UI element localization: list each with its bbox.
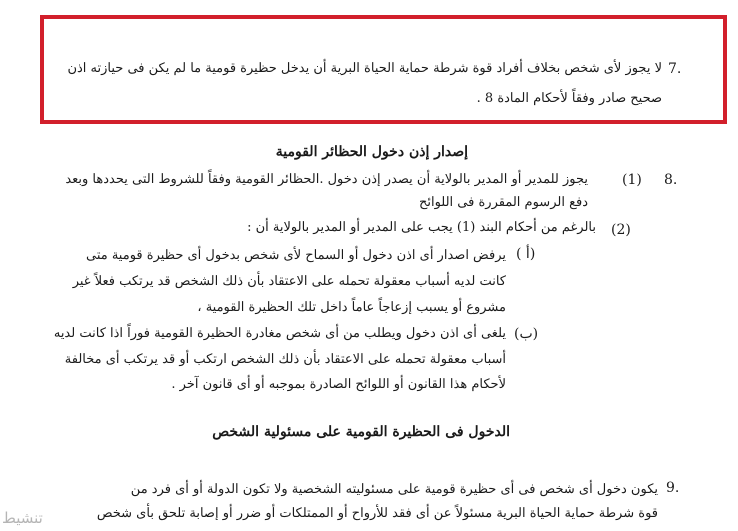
clause-8-a-line-1: يرفض اصدار أى اذن دخول أو السماح لأى شخص بدخول أى حظيرة قومية متى	[85, 248, 506, 263]
clause-7-line-1: لا يجوز لأى شخص بخلاف أفراد قوة شرطة حماية الحياة البرية أن يدخل حظيرة قومية ما لم يكن فى حيازته اذن	[67, 61, 662, 76]
clause-8-a-line-3: مشروع أو يسبب إزعاجاً عاماً داخل تلك الحظيرة القومية ،	[197, 300, 506, 315]
clause-8-sub1-line-1: يجوز للمدير أو المدير بالولاية أن يصدر إذن دخول .الحظائر القومية وفقاً للشروط التى يحددها وبعد	[65, 172, 588, 187]
clause-8-sub2-label: (2)	[611, 222, 631, 238]
clause-8-sub1-label: (1)	[622, 172, 642, 188]
clause-8-b-line-3: لأحكام هذا القانون أو اللوائح الصادرة بموجبه أو أى قانون آخر .	[171, 377, 506, 392]
clause-8-b-line-1: يلغى أى اذن دخول ويطلب من أى شخص مغادرة الحظيرة القومية فوراً اذا كانت لديه	[53, 326, 506, 341]
clause-9-line-2: قوة شرطة حماية الحياة البرية مسئولاً عن أى فقد للأرواح أو الممتلكات أو ضرر أو إصابة تلحق بأى شخص	[96, 506, 658, 521]
section-heading-responsibility: الدخول فى الحظيرة القومية على مسئولية الشخص	[212, 424, 510, 440]
clause-8-b-line-2: أسباب معقولة تحمله على الاعتقاد بأن ذلك الشخص ارتكب أو قد يرتكب أى مخالفة	[64, 352, 506, 367]
clause-8-sub1-line-2: دفع الرسوم المقررة فى اللوائح	[418, 195, 588, 210]
clause-8-a-line-2: كانت لديه أسباب معقولة تحمله على الاعتقاد بأن ذلك الشخص قد يرتكب فعلاً غير	[72, 274, 506, 289]
clause-7-number: 7.	[668, 61, 682, 77]
clause-9-number: 9.	[666, 480, 680, 496]
clause-9-line-1: يكون دخول أى شخص فى أى حظيرة قومية على مسئوليته الشخصية ولا تكون الدولة أو أى فرد من	[130, 482, 658, 497]
clause-7-line-2: صحيح صادر وفقاً لأحكام المادة 8 .	[476, 91, 662, 106]
activation-watermark: تنشيط	[2, 509, 43, 527]
clause-8-a-label: ( أ)	[516, 246, 536, 262]
clause-8-b-label: (ب)	[514, 326, 539, 342]
clause-8-sub2-line-1: بالرغم من أحكام البند (1) يجب على المدير أو المدير بالولاية أن :	[247, 220, 596, 235]
clause-8-number: 8.	[664, 172, 678, 188]
section-heading-permit: إصدار إذن دخول الحظائر القومية	[275, 144, 468, 160]
